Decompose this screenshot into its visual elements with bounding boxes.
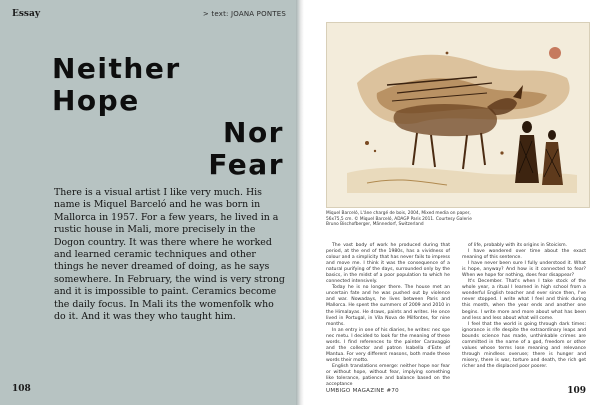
title-line-4: Fear	[208, 148, 284, 181]
artwork-image	[326, 22, 590, 208]
right-page	[304, 0, 600, 405]
body-paragraph: of life, probably with its origins in Stoicism.	[468, 243, 568, 248]
body-paragraph: It's December. That's when I take stock of the whole year, a ritual I learned in high school from a wonderful English teacher and ever since then, I've never stopped. I write what I feel and think during this month, when the year ends and another one begins. I write more and more about what has been and less and less about what will come.	[462, 279, 586, 321]
author-byline: > text: JOANA PONTES	[202, 10, 286, 18]
page-number-right: 109	[567, 386, 586, 396]
page-number-left: 108	[12, 384, 31, 394]
left-page	[0, 0, 296, 405]
lead-paragraph: There is a visual artist I like very much. His name is Miquel Barceló and he was born in Mallorca in 1957. For a few years, he lived in a rustic house in Mali, more precisely in the Dogon country. It was there where he worked and learned ceramic techniques and other things he never dreamed of doing, as he says somewhere. In February, the wind is very strong and it is impossible to paint. Ceramics become the daily focus. In Mali its the womenfolk who do it. And it was they who taught him.	[54, 187, 285, 323]
body-paragraph: I have never been sure I fully understood it. What is hope, anyway? And how is it connected to fear? When we hope for nothing, does fear disappear?	[462, 261, 586, 279]
spread-gutter	[296, 0, 304, 405]
body-paragraph: English translations emerge: neither hope nor fear or without hope, without fear, implying something like tolerance, patience and balance based on the acceptance	[326, 363, 450, 388]
body-paragraph: I have wondered over time about the exact meaning of this sentence.	[462, 249, 586, 261]
artwork-caption: Miquel Barceló, L'âne chargé de bois, 2004, Mixed media on paper, 56x75,5 cm. © Miquel Barceló, ADAGP Paris 2011. Courtesy Galerie Bruno Bischofberger, Männedorf, Switzerland	[326, 211, 472, 228]
body-paragraph: I feel that the world is going through dark times: ignorance is rife despite the extraordinary leaps and bounds science has made, unthinkable crimes are committed in the name of a god, freedom or other values whose terms lose meaning and relevance through mindless overuse; there is hunger and misery, there is war, torture and death, the rich get richer and the displaced poor poorer.	[462, 321, 586, 369]
body-column-2	[462, 243, 586, 370]
title-line-1: Neither	[52, 52, 181, 85]
body-column-1	[326, 243, 450, 388]
body-paragraph: The vast body of work he produced during that period, at the end of the 1980s, has a vividness of colour and a simplicity that has never fails to impress and move me. I think it was the consequence of a natural purifying of the days, surrounded only by the basics, in the midst of a poor population to which he connected intensively.	[326, 243, 450, 285]
body-paragraph: In an entry in one of his diaries, he writes: nec spe nec metu. I decided to look for the meaning of these words. I find references to the painter Caravaggio and the collector and patron Isabella d'Este of Mantua. For very different reasons, both made these words their motto.	[326, 327, 450, 363]
artwork-painting	[327, 23, 589, 207]
body-paragraph: Today he is no longer there. The house met an uncertain fate and he was pushed out by violence and war. Nowadays, he lives between Paris and Mallorca. He spent the summers of 2009 and 2010 in the Himalayas. He draws, paints and writes. He once lived in Portugal, in Vila Nova de Milfontes, for nine months.	[326, 285, 450, 327]
magazine-footer: UMBIGO MAGAZINE #70	[326, 388, 399, 394]
title-line-3: Nor	[223, 116, 284, 149]
section-label: Essay	[12, 9, 41, 19]
title-line-2: Hope	[52, 84, 140, 117]
